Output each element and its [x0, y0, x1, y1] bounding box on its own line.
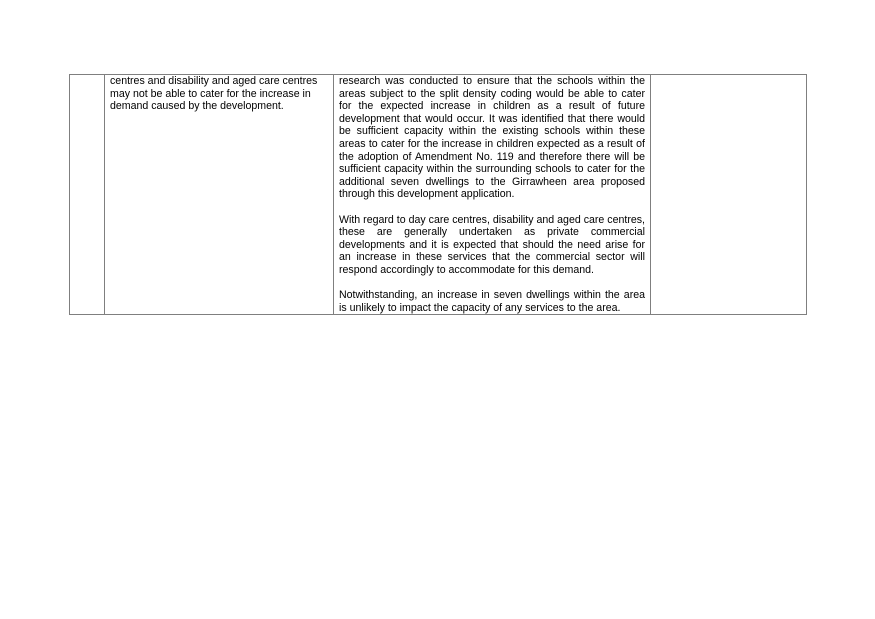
submissions-table	[69, 74, 807, 315]
response-cell	[334, 75, 651, 315]
submission-cell: centres and disability and aged care centres may not be able to cater for the increase in demand caused by the development.	[105, 75, 334, 315]
comment-cell	[651, 75, 807, 315]
response-paragraph: With regard to day care centres, disability and aged care centres, these are generally undertaken as private commercial developments and it is expected that should the need arise for an increase in these services that the commercial sector will respond accordingly to accommodate for this demand.	[339, 213, 645, 276]
table-row	[70, 75, 807, 315]
row-number-cell	[70, 75, 105, 315]
response-paragraph: research was conducted to ensure that the schools within the areas subject to the split density coding would be able to cater for the expected increase in children as a result of future development that would occur. It was identified that there would be sufficient capacity within the existing schools within these areas to cater for the increase in children expected as a result of the adoption of Amendment No. 119 and therefore there will be sufficient capacity within the surrounding schools to cater for the additional seven dwellings to the Girrawheen area proposed through this development application.	[339, 75, 645, 201]
response-paragraph: Notwithstanding, an increase in seven dwellings within the area is unlikely to impact the capacity of any services to the area.	[339, 289, 645, 314]
